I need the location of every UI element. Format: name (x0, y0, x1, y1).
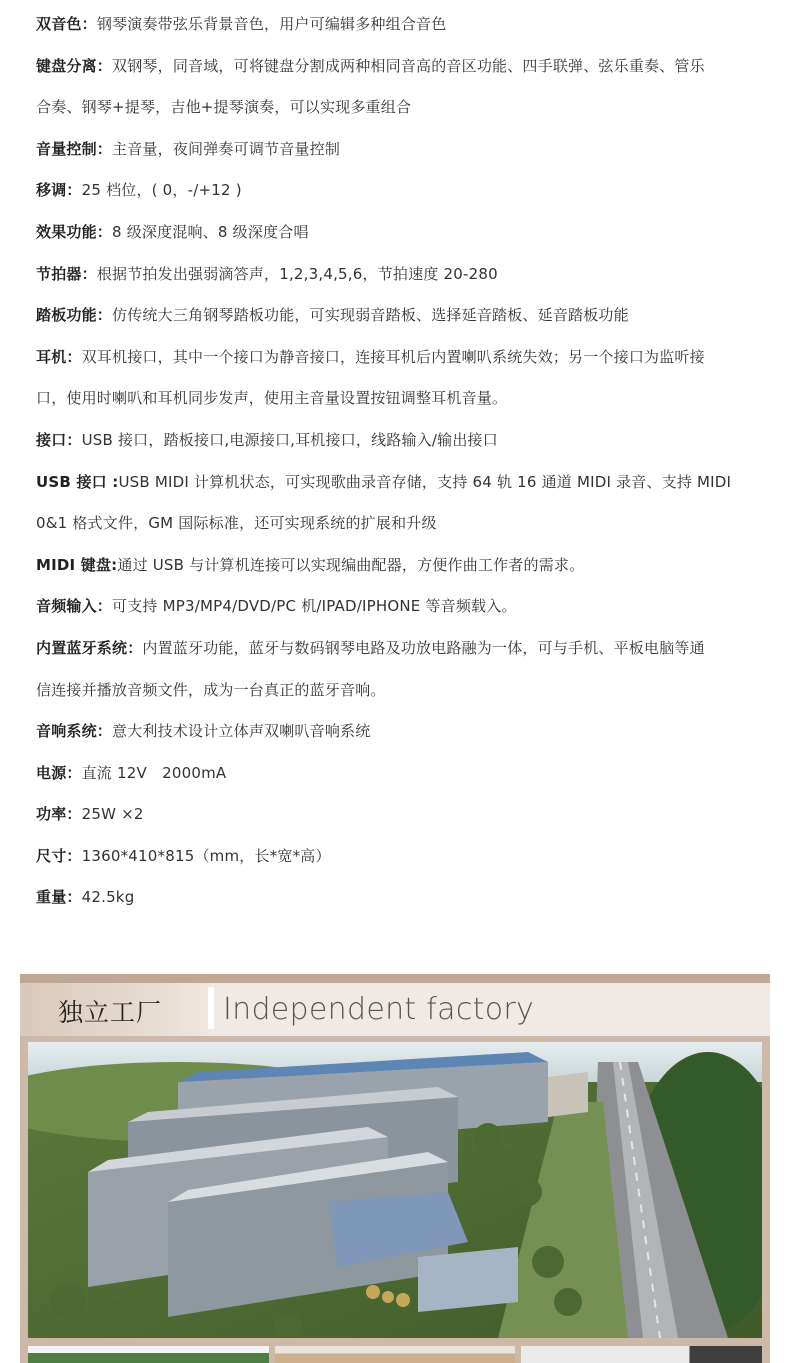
workshop-photo-2 (275, 1346, 516, 1363)
spec-line (36, 836, 756, 878)
spec-line (36, 170, 756, 212)
spec-line (36, 87, 756, 129)
spec-label: 重量： (36, 888, 82, 907)
spec-line (36, 129, 756, 171)
spec-value: 信连接并播放音频文件，成为一台真正的蓝牙音响。 (36, 680, 386, 699)
factory-header (20, 983, 770, 1036)
spec-value: 直流 12V 2000mA (81, 763, 227, 782)
spec-line (36, 545, 756, 587)
spec-line (36, 295, 756, 337)
factory-title-cn-block (20, 983, 208, 1036)
spec-label: 双音色： (36, 15, 97, 33)
spec-label: 音量控制： (36, 139, 113, 158)
spec-line (36, 212, 756, 254)
spec-line (36, 670, 756, 712)
spec-label: MIDI 键盘: (36, 555, 118, 574)
spec-label: 移调： (36, 181, 82, 200)
spec-label: USB 接口 : (36, 472, 119, 491)
photo-thumbnail-strip (28, 1346, 762, 1363)
spec-label: 键盘分离： (36, 56, 113, 75)
spec-line (36, 378, 756, 420)
spec-label: 音响系统： (36, 722, 113, 741)
spec-line (36, 711, 756, 753)
spec-value: 42.5kg (81, 888, 135, 907)
spec-line (36, 420, 756, 462)
title-divider (208, 987, 214, 1029)
spec-line (36, 254, 756, 296)
spec-line (36, 877, 756, 919)
spec-value: 25 档位，( 0，-/+12 ) (81, 181, 242, 200)
spec-line (36, 337, 756, 379)
spec-value: 可支持 MP3/MP4/DVD/PC 机/IPAD/IPHONE 等音频载入。 (112, 597, 517, 616)
spec-value: 合奏、钢琴+提琴，吉他+提琴演奏，可以实现多重组合 (36, 98, 412, 117)
spec-label: 尺寸： (36, 846, 82, 865)
spec-value: 口，使用时喇叭和耳机同步发声，使用主音量设置按钮调整耳机音量。 (36, 389, 508, 408)
spec-list (36, 4, 756, 919)
factory-section (20, 974, 770, 1363)
spec-label: 内置蓝牙系统： (36, 638, 143, 657)
spec-label: 接口： (36, 430, 82, 449)
spec-line (36, 753, 756, 795)
spec-label: 效果功能： (36, 222, 113, 241)
spec-line (36, 462, 756, 504)
factory-title-cn: 独立工厂 (58, 998, 163, 1027)
spec-value: 双钢琴，同音域，可将键盘分割成两种相同音高的音区功能、四手联弹、弦乐重奏、管乐 (112, 56, 705, 75)
spec-line (36, 794, 756, 836)
spec-value: USB 接口，踏板接口,电源接口,耳机接口，线路输入/输出接口 (81, 430, 498, 449)
spec-value: 25W ×2 (81, 805, 144, 824)
spec-value: 8 级深度混响、8 级深度合唱 (112, 222, 309, 241)
spec-label: 电源： (36, 763, 82, 782)
spec-label: 踏板功能： (36, 306, 113, 325)
spec-line (36, 586, 756, 628)
factory-top-border (20, 974, 770, 983)
factory-illustration (28, 1042, 762, 1338)
spec-line (36, 503, 756, 545)
spec-label: 节拍器： (36, 264, 97, 283)
spec-line (36, 46, 756, 88)
spec-label: 耳机： (36, 347, 82, 366)
spec-value: 1360*410*815（mm，长*宽*高） (81, 846, 331, 865)
spec-value: 内置蓝牙功能，蓝牙与数码钢琴电路及功放电路融为一体，可与手机、平板电脑等通 (142, 638, 705, 657)
factory-title-en: Independent factory (223, 992, 535, 1027)
spec-value: 0&1 格式文件，GM 国际标准，还可实现系统的扩展和升级 (36, 514, 437, 533)
spec-value: 双耳机接口，其中一个接口为静音接口，连接耳机后内置喇叭系统失效；另一个接口为监听接 (81, 347, 705, 366)
spec-value: 主音量，夜间弹奏可调节音量控制 (112, 139, 341, 158)
spec-value: 根据节拍发出强弱滴答声，1,2,3,4,5,6，节拍速度 20-280 (96, 264, 498, 283)
spec-line (36, 4, 756, 46)
spec-line (36, 628, 756, 670)
spec-value: 钢琴演奏带弦乐背景音色，用户可编辑多种组合音色 (96, 15, 447, 33)
factory-aerial-photo (28, 1042, 762, 1338)
spec-value: USB MIDI 计算机状态，可实现歌曲录音存储，支持 64 轨 16 通道 MIDI 录音、支持 MIDI (118, 472, 732, 491)
spec-value: 仿传统大三角钢琴踏板功能，可实现弱音踏板、选择延音踏板、延音踏板功能 (112, 306, 629, 325)
spec-label: 功率： (36, 805, 82, 824)
workshop-photo-3 (521, 1346, 762, 1363)
spec-value: 通过 USB 与计算机连接可以实现编曲配器，方便作曲工作者的需求。 (117, 555, 585, 574)
spec-value: 意大利技术设计立体声双喇叭音响系统 (112, 722, 371, 741)
workshop-photo-1 (28, 1346, 269, 1363)
spec-label: 音频输入： (36, 597, 113, 616)
